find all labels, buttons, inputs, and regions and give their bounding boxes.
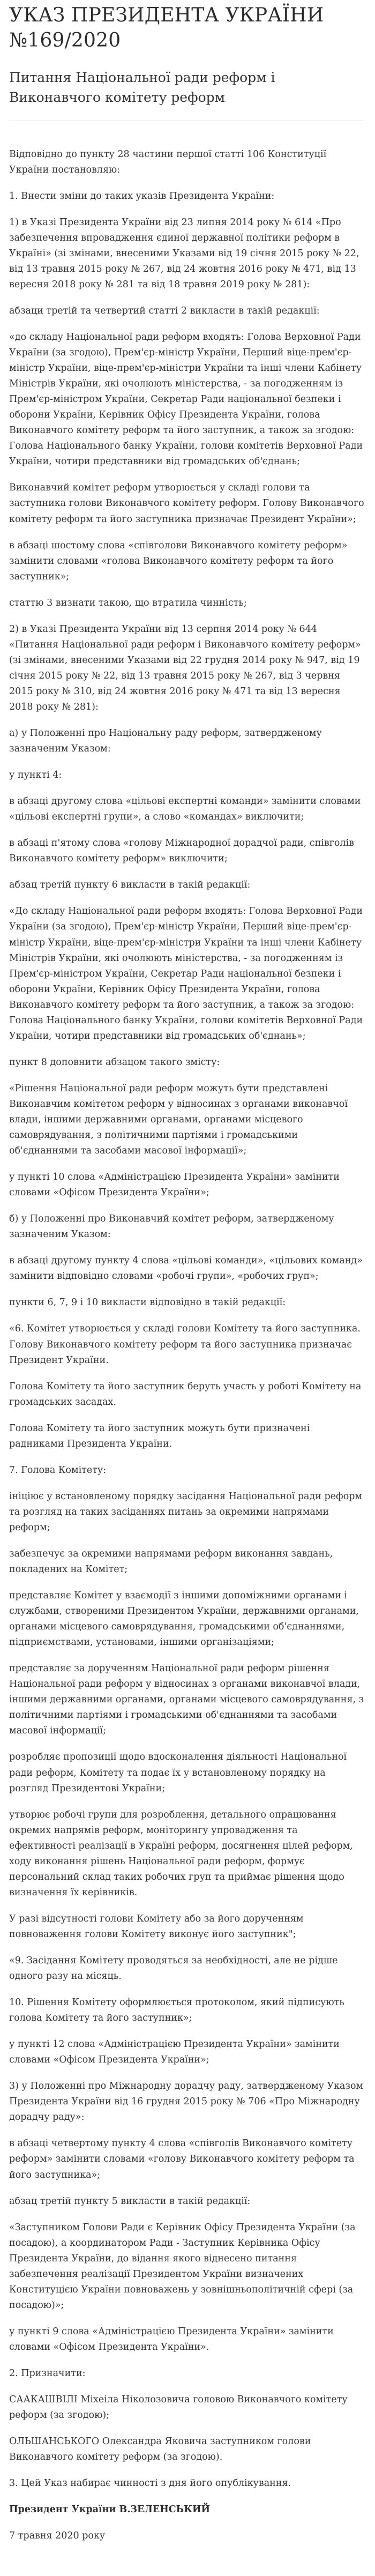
decree-paragraph: у пункті 4: [9, 770, 62, 781]
decree-paragraph: 2. Призначити: [9, 2367, 86, 2379]
decree-paragraph: ОЛЬШАНСЬКОГО Олександра Яковича заступником голови Виконавчого комітету реформ (за згодою). [9, 2436, 311, 2463]
decree-paragraph: у пункті 12 слова «Адміністрацією Президента України» замінити словами «Офісом Президента України»; [9, 2039, 340, 2066]
decree-paragraph: Голова Комітету та його заступник беруть участь у роботі Комітету на громадських засадах. [9, 1381, 362, 1408]
decree-paragraph: пункт 8 доповнити абзацом такого змісту: [9, 1056, 220, 1068]
decree-paragraph: «Рішення Національної ради реформ можуть бути представлені Виконавчим комітетом реформ у відносинах з органами виконавчої влади, іншими державними органами, органами місцевого самоврядування, з політичними партіями і громадськими об'єднаннями та засобами масової інформації»; [9, 1083, 348, 1157]
decree-paragraph: в абзаці другому пункту 4 слова «цільові команди», «цільових команд» замінити відповідно словами «робочі групи», «робочих груп»; [9, 1255, 363, 1282]
signature-line: Президент України В.ЗЕЛЕНСЬКИЙ [9, 2504, 211, 2515]
decree-paragraph: ініціює у встановленому порядку засідання Національної ради реформ та розгляд на таких засіданнях питань за окремими напрямами реформ; [9, 1491, 363, 1533]
date-line: 7 травня 2020 року [9, 2530, 106, 2542]
decree-paragraph: абзац третій пункту 6 викласти в такій редакції: [9, 880, 251, 891]
decree-paragraph: абзаци третій та четвертий статті 2 викласти в такій редакції: [9, 305, 320, 316]
decree-paragraph: Голова Комітету та його заступник можуть бути призначені радниками Президента України. [9, 1423, 310, 1449]
decree-paragraph: представляє Комітет у взаємодії з іншими допоміжними органами і службами, створеними Президентом України, державними органами, органами місцевого самоврядування, громадськими об'єднаннями, підприємствами, установами, іншими організаціями; [9, 1590, 359, 1648]
decree-paragraph: розробляє пропозиції щодо вдосконалення діяльності Національної ради реформ, Комітету та подає їх у встановленому порядку на розгляд Президентові України; [9, 1752, 347, 1794]
decree-paragraph: «6. Комітет утворюється у складі голови Комітету та його заступника. Голову Виконавчого комітету реформ та його заступника призначає Президент України. [9, 1323, 361, 1366]
decree-paragraph: представляє за дорученням Національної ради реформ рішення Національної ради реформ у відносинах з органами виконавчої влади, іншими державними органами, органами місцевого самоврядування, з політичними партіями і громадськими об'єднаннями та засобами масової інформації; [9, 1663, 364, 1737]
decree-paragraph: у пункті 9 слова «Адміністрацією Президента України» замінити словами «Офісом Президента України». [9, 2326, 334, 2352]
decree-paragraph: в абзаці другому слова «цільові експертні команди» замінити словами «цільові експертні групи», а слово «командах» виключити; [9, 796, 361, 823]
decree-paragraph: Виконавчий комітет реформ утворюється у складі голови та заступника голови Виконавчого комітету реформ. Голову Виконавчого комітету реформ та його заступника призначає Президент України»; [9, 482, 364, 525]
decree-paragraph: абзац третій пункту 5 викласти в такій редакції: [9, 2195, 251, 2207]
decree-body [9, 147, 364, 2544]
decree-paragraph: забезпечує за окремими напрямами реформ виконання завдань, покладених на Комітет; [9, 1548, 333, 1575]
decree-paragraph: 10. Рішення Комітету оформлюється протоколом, який підписують голова Комітету та його заступник»; [9, 1997, 344, 2024]
decree-paragraph: «до складу Національної ради реформ входять: Голова Верховної Ради України (за згодою), Прем'єр-міністр України, Перший віце-прем'єр-міністр України, віце-прем'єр-міністри України та інші члени Кабінету Міністрів України, які очолюють міністерства, - за погодженням із Прем'єр-міністром України, Секретар Ради національної безпеки і оборони України, Керівник Офісу Президента України, голова Виконавчого комітету реформ та його заступник, а також за згодою: Голова Національного банку України, голови комітетів Верховної Ради України, чотири представники від громадських об'єднань; [9, 332, 363, 467]
decree-paragraph: «До складу Національної ради реформ входять: Голова Верховної Ради України (за згодою), Прем'єр-міністр України, Перший віце-прем'єр-міністр України, віце-прем'єр-міністри України та інші члени Кабінету Міністрів України, які очолюють міністерства, - за погодженням із Прем'єр-міністром України, Секретар Ради національної безпеки і оборони України, Керівник Офісу Президента України, голова Виконавчого комітету реформ та його заступник, а також за згодою: Голова Національного банку України, голови комітетів Верховної Ради України, чотири представники від громадських об'єднань»; [9, 906, 363, 1041]
decree-paragraph: 7. Голова Комітету: [9, 1464, 107, 1476]
decree-paragraph: утворює робочі групи для розроблення, детального опрацювання окремих напрямів реформ, моніторингу упровадження та ефективності реалізації в Україні реформ, досягнення цілей реформ, ходу виконання рішень Національної ради реформ, формує персональний склад таких робочих груп та приймає рішення щодо визначення їх керівників. [9, 1809, 353, 1898]
decree-paragraph: а) у Положенні про Національну раду реформ, затвердженому зазначеним Указом: [9, 728, 322, 755]
decree-paragraph: «Заступником Голови Ради є Керівник Офісу Президента України (за посадою), а координатором Ради - Заступник Керівника Офісу Президента України, до відання якого віднесено питання забезпечення реалізації Президентом України визначених Конституцією України повноважень у зовнішньополітичній сфері (за посадою)»; [9, 2222, 356, 2311]
decree-paragraph: 1. Внести зміни до таких указів Президента України: [9, 190, 275, 202]
decree-paragraph: 3) у Положенні про Міжнародну дорадчу раду, затвердженому Указом Президента України від 16 грудня 2015 року № 706 «Про Міжнародну дорадчу раду»: [9, 2081, 364, 2123]
page-title: УКАЗ ПРЕЗИДЕНТА УКРАЇНИ №169/2020 [9, 4, 324, 51]
decree-paragraph: в абзаці п'ятому слова «голову Міжнародної дорадчої ради, співголів Виконавчого комітету реформ» виключити; [9, 838, 355, 865]
decree-paragraph: пункти 6, 7, 9 і 10 викласти відповідно в такій редакції: [9, 1297, 286, 1308]
decree-paragraph: в абзаці шостому слова «співголови Виконавчого комітету реформ» замінити словами «голова Виконавчого комітету реформ та його заступник»; [9, 540, 348, 582]
decree-paragraph: 1) в Указі Президента України від 23 липня 2014 року № 614 «Про забезпечення впровадження єдиної державної політики реформ в Україні» (зі змінами, внесеними Указами від 19 січня 2015 року № 22, від 13 травня 2015 року № 267, від 24 жовтня 2016 року № 471, від 13 вересня 2018 року № 281 та від 18 травня 2019 року № 281): [9, 217, 359, 290]
decree-paragraph: 3. Цей Указ набирає чинності з дня його опублікування. [9, 2478, 291, 2489]
decree-paragraph: в абзаці четвертому пункту 4 слова «співголів Виконавчого комітету реформ» замінити словами «голову Виконавчого комітету реформ та його заступника»; [9, 2138, 355, 2180]
decree-paragraph: У разі відсутності голови Комітету або за його дорученням повноваження голови Комітету виконує його заступник"; [9, 1913, 304, 1940]
decree-paragraph: у пункті 10 слова «Адміністрацією Президента України» замінити словами «Офісом Президента України»; [9, 1172, 340, 1198]
decree-paragraph: СААКАШВІЛІ Міхеіла Ніколозовича головою Виконавчого комітету реформ (за згодою); [9, 2394, 348, 2421]
decree-paragraph: статтю 3 визнати такою, що втратила чинність; [9, 597, 247, 608]
decree-paragraph: 2) в Указі Президента України від 13 серпня 2014 року № 644 «Питання Національної ради реформ і Виконавчого комітету реформ» (зі змінами, внесеними Указами від 22 грудня 2014 року № 947, від 19 січня 2015 року № 22, від 13 травня 2015 року № 267, від 3 червня 2015 року № 310, від 24 жовтня 2016 року № 471 та від 13 вересня 2018 року № 281): [9, 623, 361, 712]
page-subtitle: Питання Національної ради реформ і Виконавчого комітету реформ [9, 69, 275, 106]
decree-paragraph: б) у Положенні про Виконавчий комітет реформ, затвердженому зазначеним Указом: [9, 1213, 334, 1240]
decree-paragraph: Відповідно до пункту 28 частини першої статті 106 Конституції України постановляю: [9, 148, 327, 175]
decree-paragraph: «9. Засідання Комітету проводяться за необхідності, але не рідше одного разу на місяць. [9, 1955, 338, 1982]
